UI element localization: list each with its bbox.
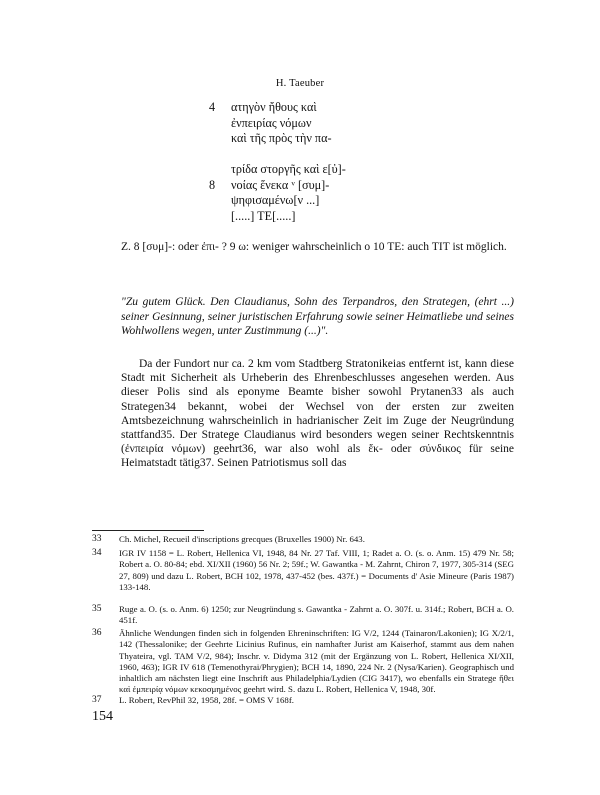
inscription-line <box>209 162 346 178</box>
line-text: ατηγὸν ἤθους καὶ <box>231 100 317 114</box>
inscription-line <box>209 178 346 194</box>
footnote-number: 36 <box>92 628 102 638</box>
footnote <box>92 604 514 627</box>
inscription-line <box>209 100 346 116</box>
line-text: ἐνπειρίας νόμων <box>231 115 312 130</box>
footnote-text: Ruge a. O. (s. o. Anm. 6) 1250; zur Neugründung s. Gawantka - Zahrnt a. O. 307f. u. 314f.; Robert, BCH a. O. 451f. <box>119 604 514 626</box>
critical-apparatus: Z. 8 [συμ]-: oder ἐπι- ? 9 ω: weniger wahrscheinlich ο 10 ΤΕ: auch ΤΙΤ ist möglich. <box>121 241 507 253</box>
footnote-text: Ähnliche Wendungen finden sich in folgenden Ehreninschriften: IG V/2, 1244 (Tainaron/Lakonien); IG X/2/1, 142 (Thessalonike; der Geehrte Licinius Rufinus, ein namhafter Jurist am Kaiserhof, stammt aus dem nahen Thyateira, vgl. TAM V/2, 984); Inschr. v. Didyma 312 (mit der Ergänzung von L. Robert, Hellenica XI/XII, 1960, 463); IGR IV 618 (Temenothyrai/Phrygien); BCH 14, 1890, 224 Nr. 2 (Nysa/Karien). Geographisch und inhaltlich am nächsten liegt eine Inschrift aus Philadelphia/Lydien (CIG 3417), wo ebenfalls ein Stratege ἤθει καὶ ἐμπειρίᾳ νόμων κεκοσμημένος geehrt wird. S. dazu L. Robert, Hellenica V, 1948, 30f. <box>119 628 514 695</box>
footnote-number: 35 <box>92 604 102 614</box>
line-text: τρίδα στοργῆς καὶ ε[ὐ]- <box>231 162 346 176</box>
footnote-number: 33 <box>92 534 102 544</box>
translation: "Zu gutem Glück. Den Claudianus, Sohn des Terpandros, den Strategen, (ehrt ...) seiner Gesinnung, seiner juristischen Erfahrung sowie seiner Heimatliebe und seines Wohlwollens wegen, unter Zustimmung (...)". <box>121 296 514 337</box>
inscription-text <box>209 100 346 224</box>
line-text: ψηφισαμένω[ν ...] <box>231 193 320 207</box>
page-number: 154 <box>92 709 113 724</box>
footnote-number: 37 <box>92 695 102 705</box>
line-text: καὶ τῆς πρὸς τὴν πα- <box>231 131 332 145</box>
inscription-line <box>209 147 346 163</box>
footnote-number: 34 <box>92 548 102 558</box>
body-paragraph: Da der Fundort nur ca. 2 km vom Stadtberg Stratonikeias entfernt ist, kann diese Stadt mit Sicherheit als Urheberin des Ehrenbeschlusses angesehen werden. Aus dieser Polis sind als eponyme Beamte bisher sowohl Prytanen33 als auch Strategen34 bekannt, wobei der Wechsel von der ersten zur zweiten Amtsbezeichnung wahrscheinlich in hadrianischer Zeit im Zuge der Neugründung stattfand35. Der Stratege Claudianus wird besonders wegen seiner Rechtskenntnis (ἐνπειρία νόμων) geehrt36, war also wohl als ἔκ- oder σύνδικος für seine Heimatstadt tätig37. Seinen Patriotismus soll das <box>121 358 514 470</box>
footnote-text: Ch. Michel, Recueil d'inscriptions grecques (Bruxelles 1900) Nr. 643. <box>119 534 365 544</box>
line-number: 4 <box>209 100 216 114</box>
footnote <box>92 534 514 545</box>
line-text: νοίας ἕνεκα ᵛ [συμ]- <box>231 177 330 192</box>
footnote-text: IGR IV 1158 = L. Robert, Hellenica VI, 1948, 84 Nr. 27 Taf. VIII, 1; Radet a. O. (s. o. Anm. 15) 479 Nr. 58; Robert a. O. 80-84; ebd. XI/XII (1960) 56 Nr. 2; 59f.; W. Gawantka - M. Zahrnt, Chiron 7, 1977, 305-314 (SEG 27, 809) und dazu L. Robert, BCH 102, 1978, 437-452 (bes. 437f.) = Documents d' Asie Mineure (Paris 1987) 133-148. <box>119 548 514 592</box>
line-number: 8 <box>209 177 216 192</box>
inscription-line <box>209 116 346 132</box>
inscription-line <box>209 193 346 209</box>
inscription-line <box>209 209 346 225</box>
line-text: [.....] ΤΕ[.....] <box>231 208 296 223</box>
footnote <box>92 695 514 706</box>
footnote-divider <box>92 530 204 531</box>
inscription-line <box>209 131 346 147</box>
footnote <box>92 548 514 593</box>
footnote <box>92 628 514 696</box>
running-header: H. Taeuber <box>275 78 325 89</box>
footnote-text: L. Robert, RevPhil 32, 1958, 28f. = OMS V 168f. <box>119 695 294 705</box>
